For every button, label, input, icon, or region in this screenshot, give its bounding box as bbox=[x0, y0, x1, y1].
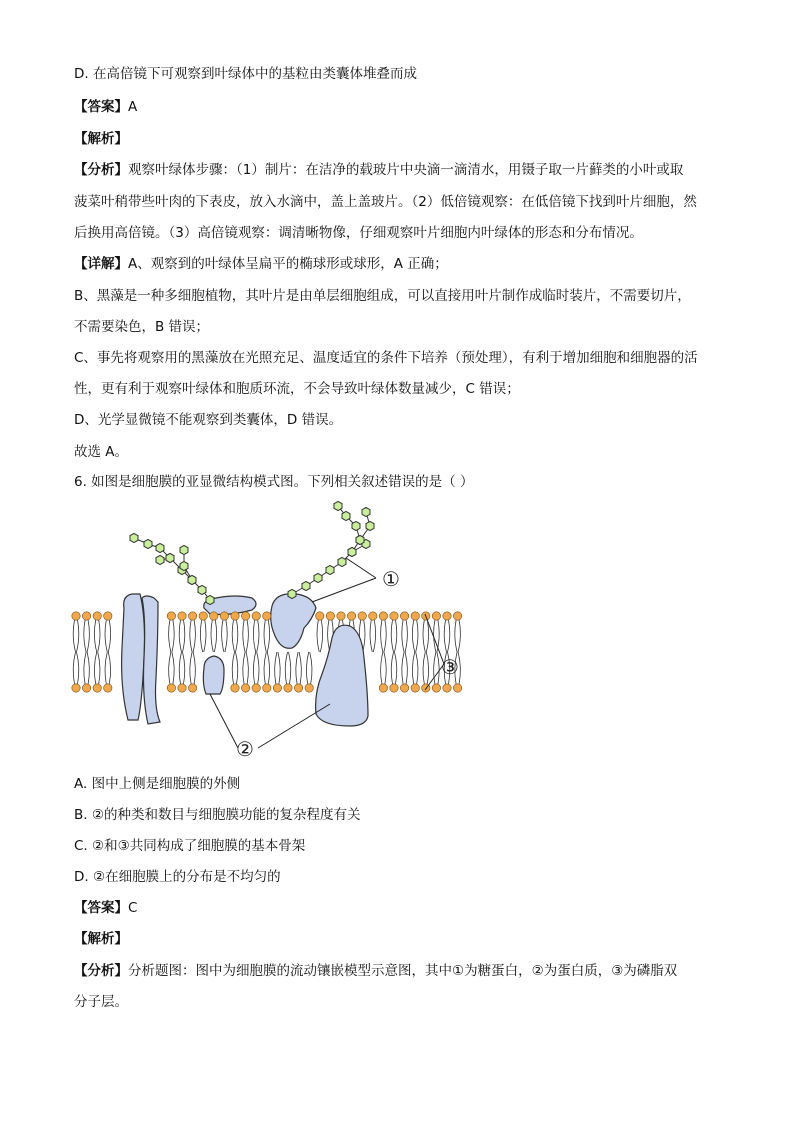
q5-line-b1: B、黑藻是一种多细胞植物，其叶片是由单层细胞组成，可以直接用叶片制作成临时装片，不需要切片， bbox=[74, 288, 691, 304]
phospholipid-head bbox=[210, 612, 218, 620]
phospholipid-head bbox=[390, 612, 398, 620]
q5-line-b2: 不需要染色，B 错误； bbox=[74, 319, 210, 335]
sugar-unit bbox=[180, 561, 188, 570]
q5-conclusion: 故选 A。 bbox=[74, 444, 129, 460]
sugar-unit bbox=[348, 547, 356, 556]
q6-stem: 6. 如图是细胞膜的亚显微结构模式图。下列相关叙述错误的是（ ） bbox=[74, 474, 474, 490]
phospholipid-head bbox=[93, 612, 101, 620]
channel-protein-left bbox=[122, 594, 145, 720]
q5-answer bbox=[74, 97, 137, 117]
phospholipid-head bbox=[241, 684, 249, 692]
phospholipid-head bbox=[284, 684, 292, 692]
phospholipid-head bbox=[369, 612, 377, 620]
phospholipid-head bbox=[231, 684, 239, 692]
phospholipid-tail bbox=[253, 620, 259, 652]
phospholipid-tail bbox=[264, 620, 270, 652]
phospholipid-head bbox=[167, 684, 175, 692]
channel-protein-right bbox=[142, 596, 160, 724]
q6-option-d: D. ②在细胞膜上的分布是不均匀的 bbox=[74, 869, 281, 885]
protein-transmembrane-large bbox=[316, 625, 368, 726]
phospholipid-head bbox=[241, 612, 249, 620]
sugar-unit bbox=[156, 555, 164, 564]
phospholipid-tail bbox=[105, 620, 111, 652]
phospholipid-head bbox=[104, 612, 112, 620]
phospholipid-head bbox=[167, 612, 175, 620]
phospholipid-head bbox=[82, 684, 90, 692]
phospholipid-tail bbox=[179, 620, 185, 652]
phospholipid-tail bbox=[222, 620, 228, 652]
protein-inner-small bbox=[203, 656, 224, 694]
sugar-unit bbox=[326, 565, 334, 574]
phospholipid-tail bbox=[381, 652, 387, 684]
sugar-unit bbox=[288, 589, 296, 598]
sugar-unit bbox=[144, 539, 152, 548]
label-1: ① bbox=[382, 567, 400, 591]
q6-analysis-tag bbox=[74, 929, 128, 949]
phospholipid-head bbox=[443, 684, 451, 692]
phospholipid-tail bbox=[232, 652, 238, 684]
sugar-unit bbox=[314, 573, 322, 582]
sugar-unit bbox=[362, 507, 370, 516]
phospholipid-tail bbox=[243, 620, 249, 652]
label-3: ③ bbox=[441, 655, 459, 679]
phospholipid-head bbox=[337, 612, 345, 620]
fenxi-tag: 【分析】 bbox=[74, 162, 128, 178]
phospholipid-head bbox=[326, 612, 334, 620]
sugar-unit bbox=[334, 501, 342, 510]
phospholipid-tail bbox=[423, 620, 429, 652]
phospholipid-head bbox=[453, 684, 461, 692]
sugar-unit bbox=[342, 511, 350, 520]
label-2: ② bbox=[236, 737, 254, 761]
phospholipid-head bbox=[411, 684, 419, 692]
phospholipid-tail bbox=[434, 652, 440, 684]
phospholipid-tail bbox=[402, 620, 408, 652]
phospholipid-head bbox=[263, 684, 271, 692]
phospholipid-tail bbox=[200, 620, 206, 652]
phospholipid-head bbox=[379, 684, 387, 692]
q6-option-a: A. 图中上侧是细胞膜的外侧 bbox=[74, 776, 241, 792]
phospholipid-head bbox=[178, 612, 186, 620]
phospholipid-head bbox=[316, 612, 324, 620]
phospholipid-head bbox=[432, 684, 440, 692]
phospholipid-tail bbox=[243, 652, 249, 684]
phospholipid-tail bbox=[412, 620, 418, 652]
phospholipid-tail bbox=[232, 620, 238, 652]
phospholipid-tail bbox=[190, 620, 196, 652]
phospholipid-head bbox=[231, 612, 239, 620]
phospholipid-head bbox=[305, 684, 313, 692]
phospholipid-tail bbox=[94, 620, 100, 652]
phospholipid-tail bbox=[391, 652, 397, 684]
phospholipid-tail bbox=[264, 652, 270, 684]
sugar-unit bbox=[366, 521, 374, 530]
phospholipid-head bbox=[82, 612, 90, 620]
phospholipid-head bbox=[252, 612, 260, 620]
analysis-tag: 【解析】 bbox=[74, 131, 128, 147]
fenxi-text: 观察叶绿体步骤：（1）制片：在洁净的载玻片中央滴一滴清水，用镊子取一片藓类的小叶或取 bbox=[128, 162, 684, 178]
phospholipid-head bbox=[358, 612, 366, 620]
phospholipid-tail bbox=[306, 652, 312, 684]
q5-analysis-tag bbox=[74, 129, 128, 149]
phospholipid-head bbox=[453, 612, 461, 620]
xiangjie-tag: 【详解】 bbox=[74, 256, 128, 272]
phospholipid-head bbox=[199, 612, 207, 620]
phospholipid-tail bbox=[381, 620, 387, 652]
fenxi-tag: 【分析】 bbox=[74, 963, 128, 979]
phospholipid-head bbox=[390, 684, 398, 692]
phospholipid-tail bbox=[94, 652, 100, 684]
sugar-unit bbox=[356, 535, 364, 544]
phospholipid-head bbox=[188, 684, 196, 692]
phospholipid-head bbox=[294, 684, 302, 692]
sugar-unit bbox=[302, 581, 310, 590]
sugar-unit bbox=[198, 585, 206, 594]
phospholipid-tail bbox=[275, 652, 281, 684]
phospholipid-head bbox=[104, 684, 112, 692]
phospholipid-tail bbox=[444, 620, 450, 652]
analysis-tag: 【解析】 bbox=[74, 931, 128, 947]
phospholipid-tail bbox=[211, 620, 217, 652]
phospholipid-tail bbox=[285, 652, 291, 684]
phospholipid-tail bbox=[296, 652, 302, 684]
phospholipid-tail bbox=[434, 620, 440, 652]
q5-fenxi-line1 bbox=[74, 160, 683, 180]
phospholipid-head bbox=[72, 612, 80, 620]
phospholipid-tail bbox=[391, 620, 397, 652]
phospholipid-head bbox=[347, 612, 355, 620]
phospholipid-head bbox=[178, 684, 186, 692]
phospholipid-head bbox=[273, 684, 281, 692]
q6-fenxi-line1 bbox=[74, 961, 677, 981]
fenxi-text: 分析题图：图中为细胞膜的流动镶嵌模型示意图，其中①为糖蛋白，②为蛋白质，③为磷脂双 bbox=[128, 963, 678, 979]
phospholipid-tail bbox=[73, 652, 79, 684]
sugar-unit bbox=[156, 543, 164, 552]
q5-fenxi-line3: 后换用高倍镜。（3）高倍镜观察：调清晰物像，仔细观察叶片细胞内叶绿体的形态和分布情况。 bbox=[74, 225, 643, 241]
phospholipid-tail bbox=[179, 652, 185, 684]
phospholipid-tail bbox=[423, 652, 429, 684]
sugar-unit bbox=[352, 521, 360, 530]
sugar-unit bbox=[130, 533, 138, 542]
answer-value: A bbox=[128, 99, 138, 115]
phospholipid-tail bbox=[84, 652, 90, 684]
q5-line-c1: C、事先将观察用的黑藻放在光照充足、温度适宜的条件下培养（预处理），有利于增加细胞和细胞器的活 bbox=[74, 350, 698, 366]
phospholipid-tail bbox=[370, 620, 376, 652]
sugar-unit bbox=[166, 553, 174, 562]
answer-value: C bbox=[128, 900, 138, 916]
q6-option-c: C. ②和③共同构成了细胞膜的基本骨架 bbox=[74, 838, 306, 854]
sugar-unit bbox=[180, 545, 188, 554]
xiangjie-text: A、观察到的叶绿体呈扁平的椭球形或球形，A 正确； bbox=[128, 256, 448, 272]
sugar-unit bbox=[206, 595, 214, 604]
q5-line-d: D、光学显微镜不能观察到类囊体，D 错误。 bbox=[74, 412, 343, 428]
sugar-unit bbox=[188, 575, 196, 584]
phospholipid-head bbox=[411, 612, 419, 620]
sugar-unit bbox=[338, 557, 346, 566]
answer-tag: 【答案】 bbox=[74, 99, 128, 115]
glycoprotein-embedded bbox=[271, 594, 316, 649]
q5-fenxi-line2: 菠菜叶稍带些叶肉的下表皮，放入水滴中，盖上盖玻片。（2）低倍镜观察：在低倍镜下找到叶片细胞，然 bbox=[74, 194, 697, 210]
cell-membrane-diagram bbox=[60, 498, 480, 770]
phospholipid-head bbox=[400, 612, 408, 620]
phospholipid-tail bbox=[73, 620, 79, 652]
q6-fenxi-line2: 分子层。 bbox=[74, 994, 128, 1010]
phospholipid-head bbox=[263, 612, 271, 620]
phospholipid-head bbox=[220, 612, 228, 620]
q5-line-c2: 性，更有利于观察叶绿体和胞质环流，不会导致叶绿体数量减少，C 错误； bbox=[74, 381, 520, 397]
phospholipid-tail bbox=[455, 620, 461, 652]
q5-option-d: D. 在高倍镜下可观察到叶绿体中的基粒由类囊体堆叠而成 bbox=[74, 66, 417, 82]
q6-answer bbox=[74, 898, 137, 918]
phospholipid-head bbox=[443, 612, 451, 620]
phospholipid-head bbox=[379, 612, 387, 620]
q6-option-b: B. ②的种类和数目与细胞膜功能的复杂程度有关 bbox=[74, 807, 361, 823]
answer-tag: 【答案】 bbox=[74, 900, 128, 916]
q5-xiangjie-line1 bbox=[74, 254, 448, 274]
phospholipid-head bbox=[93, 684, 101, 692]
phospholipid-tail bbox=[105, 652, 111, 684]
phospholipid-tail bbox=[412, 652, 418, 684]
phospholipid-head bbox=[400, 684, 408, 692]
phospholipid-head bbox=[252, 684, 260, 692]
phospholipid-tail bbox=[169, 652, 175, 684]
phospholipid-tail bbox=[253, 652, 259, 684]
phospholipid-tail bbox=[402, 652, 408, 684]
sugar-chains bbox=[130, 501, 374, 604]
phospholipid-head bbox=[432, 612, 440, 620]
phospholipid-head bbox=[188, 612, 196, 620]
phospholipid-head bbox=[72, 684, 80, 692]
phospholipid-tail bbox=[169, 620, 175, 652]
phospholipid-tail bbox=[190, 652, 196, 684]
phospholipid-tail bbox=[84, 620, 90, 652]
phospholipid-tail bbox=[317, 620, 323, 652]
